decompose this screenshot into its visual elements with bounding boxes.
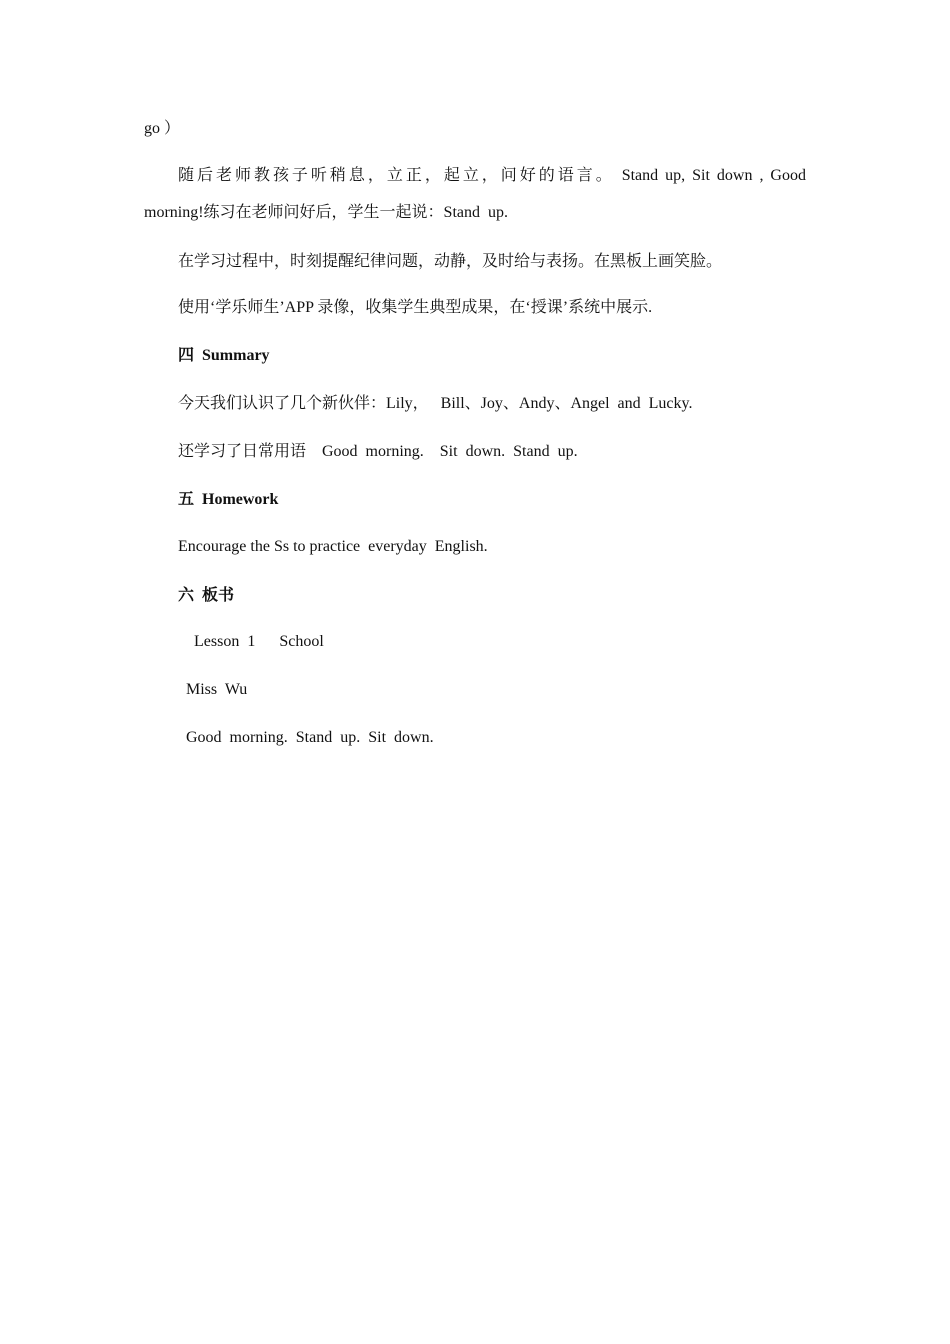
board-line-teacher: Miss Wu bbox=[186, 681, 248, 698]
homework-heading: 五 Homework bbox=[178, 491, 279, 508]
summary-line-daily-phrases: 还学习了日常用语 Good morning. Sit down. Stand up. bbox=[178, 443, 578, 460]
paragraph-discipline: 在学习过程中，时刻提醒纪律问题，动静，及时给与表扬。在黑板上画笑脸。 bbox=[178, 253, 723, 270]
text-line-go: go ） bbox=[144, 120, 181, 137]
paragraph-app-recording: 使用‘学乐师生’APP 录像，收集学生典型成果，在‘授课’系统中展示. bbox=[178, 299, 653, 316]
board-line-lesson: Lesson 1 School bbox=[194, 633, 324, 650]
homework-line: Encourage the Ss to practice everyday English. bbox=[178, 538, 488, 555]
board-line-phrases: Good morning. Stand up. Sit down. bbox=[186, 729, 434, 746]
summary-line-new-friends: 今天我们认识了几个新伙伴：Lily， Bill、Joy、Andy、Angel and Lucky. bbox=[178, 395, 693, 412]
paragraph-teaching-commands-line1: 随后老师教孩子听稍息，立正，起立，问好的语言。 Stand up, Sit down , Good bbox=[178, 167, 806, 184]
summary-heading: 四 Summary bbox=[178, 347, 270, 364]
board-heading: 六 板书 bbox=[178, 587, 235, 604]
paragraph-teaching-commands-line2: morning!练习在老师问好后，学生一起说：Stand up. bbox=[144, 204, 508, 221]
